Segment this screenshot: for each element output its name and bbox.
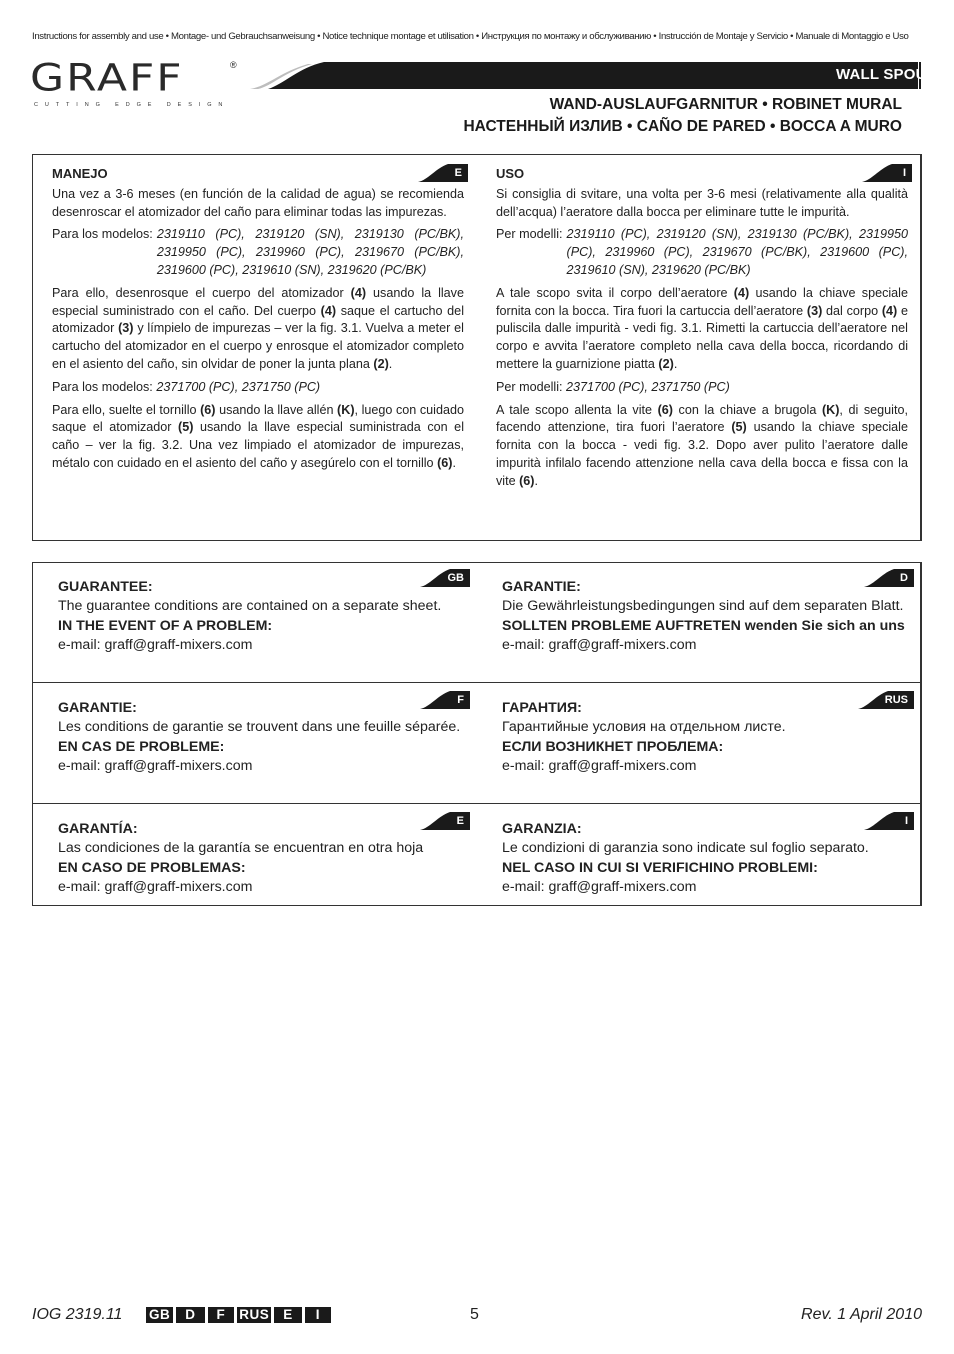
email-link[interactable]: e-mail: graff@graff-mixers.com — [58, 636, 253, 653]
logo-wordmark: GRAFF — [30, 56, 184, 100]
row-divider — [32, 803, 922, 804]
header-bar — [250, 62, 921, 89]
page-number: 5 — [470, 1306, 479, 1323]
model-list: Per modelli: 2371700 (PC), 2371750 (PC) — [496, 379, 730, 394]
email-link[interactable]: e-mail: graff@graff-mixers.com — [58, 878, 253, 895]
model-list: Para los modelos: 2319110 (PC), 2319120 (SN), 2319130 (PC/BK), 2319950 (PC), 2319960 (PC), 2319670 (PC/BK), 2319600 (PC), 2319610 (SN), 2319620 (PC/BK) — [52, 227, 464, 277]
logo-tagline: CUTTING EDGE DESIGN — [34, 102, 230, 108]
guarantee-i: GARANZIA: Le condizioni di garanzia sono indicate sul foglio separato. NEL CASO IN CUI SI VERIFICHINO PROBLEMI: e-mail: graff@graff-mixers.com — [502, 820, 912, 897]
section-heading: MANEJO — [52, 166, 108, 181]
lang-badge: F — [208, 1307, 235, 1323]
lang-badge: E — [274, 1307, 302, 1323]
box-divider — [920, 154, 921, 541]
lang-badge: I — [305, 1307, 331, 1323]
lang-badge: RUS — [239, 1307, 270, 1322]
lang-tab-e: E — [418, 164, 468, 182]
lang-tab-e-guarantee: E — [420, 812, 470, 830]
lang-tab-rus: RUS — [858, 691, 914, 709]
email-link[interactable]: e-mail: graff@graff-mixers.com — [502, 636, 697, 653]
guarantee-e: GARANTÍA: Las condiciones de la garantía se encuentran en otra hoja EN CASO DE PROBLEMAS: e-mail: graff@graff-mixers.com — [58, 820, 478, 897]
model-list: Per modelli: 2319110 (PC), 2319120 (SN), 2319130 (PC/BK), 2319950 (PC), 2319960 (PC), 2319670 (PC/BK), 2319600 (PC), 2319610 (SN), 2319620 (PC/BK) — [496, 227, 908, 277]
product-subtitle-2: НАСТЕННЫЙ ИЗЛИВ • CAÑO DE PARED • BOCCA A MURO — [463, 118, 902, 135]
lang-tab-gb: GB — [420, 569, 470, 587]
product-title: WALL SPOUT — [835, 66, 936, 83]
email-link[interactable]: e-mail: graff@graff-mixers.com — [502, 878, 697, 895]
guarantee-rus: ГАРАНТИЯ: Гарантийные условия на отдельном листе. ЕСЛИ ВОЗНИКНЕТ ПРОБЛЕМА: e-mail: graff@graff-mixers.com — [502, 699, 907, 776]
section-heading: USO — [496, 166, 525, 181]
revision-date: Rev. 1 April 2010 — [801, 1306, 922, 1323]
guarantee-d: GARANTIE: Die Gewährleistungsbedingungen sind auf dem separaten Blatt. SOLLTEN PROBLEME AUFTRETEN wenden Sie sich an uns e-mail: graff@graff-mixers.com — [502, 578, 907, 655]
lang-tab-d: D — [864, 569, 914, 587]
lang-tab-f: F — [420, 691, 470, 709]
spanish-maintenance-column — [52, 165, 464, 478]
registered-mark: ® — [230, 60, 237, 70]
box-divider — [920, 562, 922, 906]
guarantee-gb: GUARANTEE: The guarantee conditions are contained on a separate sheet. IN THE EVENT OF A PROBLEM: e-mail: graff@graff-mixers.com — [58, 578, 468, 655]
graff-logo — [30, 56, 240, 112]
lang-tab-i: I — [862, 164, 912, 182]
italian-maintenance-column — [496, 165, 908, 496]
paragraph: A tale scopo svita il corpo dell’aeratore (4) usando la chiave speciale fornita con la bocca. Tira fuori la cartuccia dell’aeratore (3) dal corpo (4) e puliscila dalle impurità - vedi fig. 3.1. Rimetti la cartuccia dell’aeratore nel corpo e avvita l’aeratore completo nella cava della bocca, ricordando di mettere la guarnizione piatta (2). — [496, 285, 908, 371]
lang-badge: GB — [146, 1307, 173, 1323]
document-type-line: Instructions for assembly and use • Montage- und Gebrauchsanweisung • Notice technique montage et utilisation • Инструкция по монтажу и обслуживанию • Instrucción de Montaje y Servicio • Manuale di Montaggio e Uso — [32, 31, 909, 42]
paragraph: Una vez a 3-6 meses (en función de la calidad de agua) se recomienda desenroscar el atomizador del caño para eliminar todas las impurezas. — [52, 186, 464, 219]
guarantee-f: GARANTIE: Les conditions de garantie se trouvent dans une feuille séparée. EN CAS DE PROBLEME: e-mail: graff@graff-mixers.com — [58, 699, 463, 776]
lang-badge: D — [176, 1307, 204, 1323]
model-list: Para los modelos: 2371700 (PC), 2371750 (PC) — [52, 379, 321, 394]
lang-tab-i-guarantee: I — [864, 812, 914, 830]
document-id: IOG 2319.11 — [32, 1306, 123, 1323]
paragraph: Para ello, suelte el tornillo (6) usando la llave allén (K), luego con cuidado saque el atomizador (5) usando la llave especial suministrada con el caño – ver la fig. 3.2. Una vez limpiado el atomizador de impurezas, métalo con cuidado en el asiento del caño y asegúrelo con el tornillo (6). — [52, 402, 464, 470]
language-badges — [146, 1307, 334, 1323]
row-divider — [32, 682, 922, 683]
paragraph: Para ello, desenrosque el cuerpo del atomizador (4) usando la llave especial suministrado con el caño. Del cuerpo (4) saque el cartucho del atomizador (3) y límpielo de impurezas – ver la fig. 3.1. Vuelva a meter el cartucho del atomizador en el cuerpo y enrosque el atomizador completo en el asiento del caño, sin olvidar de poner la junta plana (2). — [52, 285, 464, 371]
paragraph: Si consiglia di svitare, una volta per 3-6 mesi (relativamente alla qualità dell’acqua) l’aeratore dalla bocca per eliminare tutte le impurità. — [496, 186, 908, 219]
email-link[interactable]: e-mail: graff@graff-mixers.com — [502, 757, 697, 774]
paragraph: A tale scopo allenta la vite (6) con la chiave a brugola (K), di seguito, facendo attenzione, tira fuori l’aeratore (5) usando la chiave speciale fornita con la bocca - vedi fig. 3.2. Dopo aver pulito l’aeratore dalle impurità infilalo facendo attenzione nella cava della bocca e fissa con la vite (6). — [496, 402, 908, 488]
product-subtitle-1: WAND-AUSLAUFGARNITUR • ROBINET MURAL — [549, 96, 902, 113]
email-link[interactable]: e-mail: graff@graff-mixers.com — [58, 757, 253, 774]
